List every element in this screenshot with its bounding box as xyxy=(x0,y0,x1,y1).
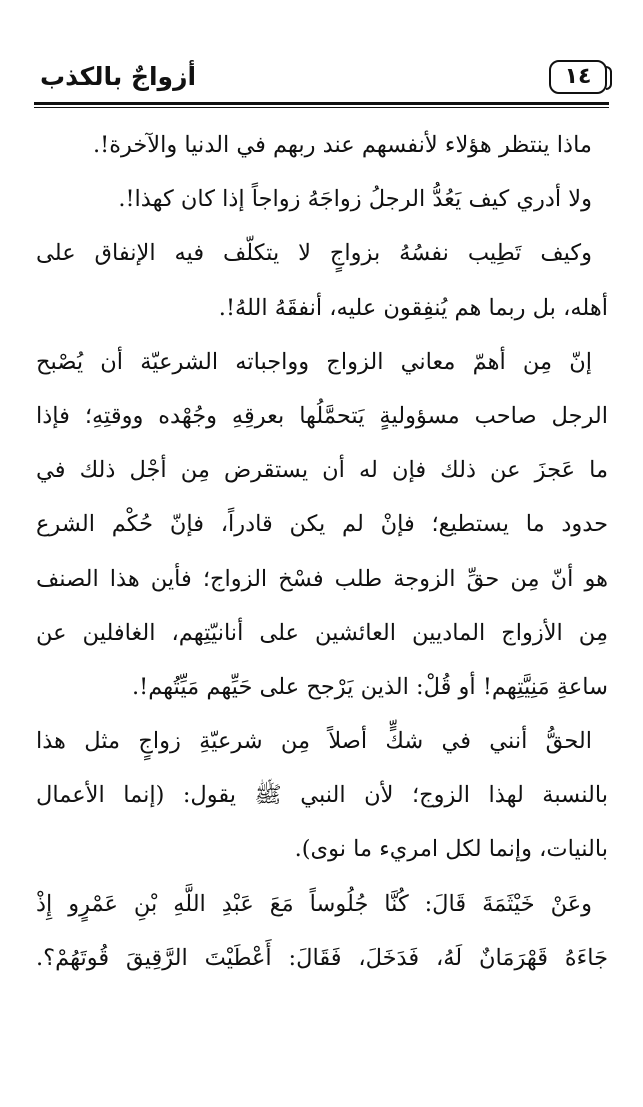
text-line: ما عَجزَ عن ذلك فإن له أن يستقرض مِن أجْل ذلك في xyxy=(36,457,608,484)
page-header xyxy=(34,58,609,104)
text-line: الرجل صاحب مسؤوليةٍ يَتحمَّلُها بعرقِهِ وجُهْده ووقتِهِ؛ فإذا xyxy=(36,402,608,429)
text-line: أهله، بل ربما هم يُنفِقون عليه، أنفقَهُ اللهُ!. xyxy=(218,294,608,321)
running-title: أزواجٌ بالكذب xyxy=(40,62,197,91)
text-line: بالنسبة لهذا الزوج؛ لأن النبي ﷺ يقول: (إنما الأعمال xyxy=(36,782,608,809)
text-line: ساعةِ مَنِيَّتِهم! أو قُلْ: الذين يَرْجح على حَيِّهم مَيِّتُهم!. xyxy=(132,673,608,700)
text-line: وكيف تَطِيب نفسُهُ بزواجٍ لا يتكلّف فيه الإنفاق على xyxy=(36,240,592,267)
text-line: مِن الأزواج الماديين العائشين على أنانيّتِهم، الغافلين عن xyxy=(36,619,608,646)
text-line: الحقُّ أنني في شكٍّ أصلاً مِن شرعيّةِ زواجٍ مثل هذا xyxy=(36,728,592,755)
text-line: حدود ما يستطيع؛ فإنْ لم يكن قادراً، فإنّ حُكْم الشرع xyxy=(36,511,608,538)
text-line: ماذا ينتظر هؤلاء لأنفسهم عند ربهم في الدنيا والآخرة!. xyxy=(93,132,592,158)
header-divider xyxy=(34,102,609,108)
body-text xyxy=(36,118,608,985)
text-line: بالنيات، وإنما لكل امريء ما نوى). xyxy=(294,836,608,863)
text-line: إنّ مِن أهمّ معاني الزواج وواجباته الشرعيّة أن يُصْبح xyxy=(36,348,592,375)
page-number: ١٤ xyxy=(549,60,607,94)
text-line: جَاءَهُ قَهْرَمَانٌ لَهُ، فَدَخَلَ، فَقَالَ: أَعْطَيْتَ الرَّقِيقَ قُوتَهُمْ؟. xyxy=(36,944,608,971)
text-line: ولا أدري كيف يَعُدُّ الرجلُ زواجَهُ زواجاً إذا كان كهذا!. xyxy=(118,186,592,213)
text-line: وعَنْ خَيْثَمَةَ قَالَ: كُنَّا جُلُوساً مَعَ عَبْدِ اللَّهِ بْنِ عَمْرٍو إِذْ xyxy=(36,890,592,917)
text-line: هو أنّ مِن حقِّ الزوجة طلب فسْخ الزواج؛ فأين هذا الصنف xyxy=(36,565,608,592)
